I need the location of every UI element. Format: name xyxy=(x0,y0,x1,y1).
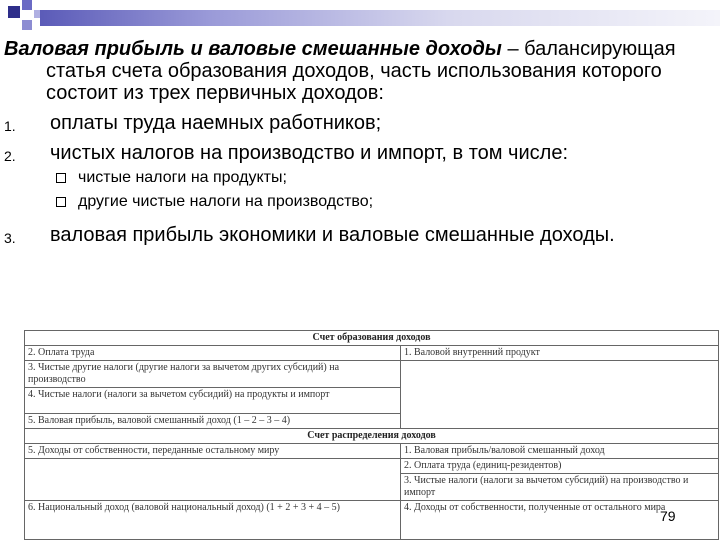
list-text: оплаты труда наемных работников; xyxy=(50,112,382,134)
sub-list-text: другие чистые налоги на производство; xyxy=(78,193,374,210)
header-gradient-bar xyxy=(40,10,720,26)
list-number: 3. xyxy=(4,230,16,246)
list-item xyxy=(4,142,716,164)
list-text: чистых налогов на производство и импорт, в том числе: xyxy=(50,142,568,164)
intro-text: – балансирующая статья счета образования доходов, часть использования которого состоит из трех первичных доходов: xyxy=(46,38,676,104)
deco-square xyxy=(8,6,20,18)
table-cell-empty xyxy=(401,361,719,429)
checkbox-bullet-icon xyxy=(56,173,66,183)
table-cell: 2. Оплата труда (единиц-резидентов) xyxy=(401,459,719,474)
list-text: валовая прибыль экономики и валовые смешанные доходы. xyxy=(50,224,615,246)
table-cell: 5. Доходы от собственности, переданные остальному миру xyxy=(25,444,401,459)
checkbox-bullet-icon xyxy=(56,197,66,207)
table-cell: 1. Валовой внутренний продукт xyxy=(401,346,719,361)
sub-list-text: чистые налоги на продукты; xyxy=(78,169,287,186)
deco-square xyxy=(22,0,32,10)
table-cell: 5. Валовая прибыль, валовой смешанный доход (1 – 2 – 3 – 4) xyxy=(25,414,401,429)
sub-list-item xyxy=(4,192,716,212)
intro-term: Валовая прибыль и валовые смешанные доходы xyxy=(4,38,502,60)
table-cell: 4. Доходы от собственности, полученные от остального мира xyxy=(401,501,719,540)
table-cell: 3. Чистые другие налоги (другие налоги за вычетом других субсидий) на производство xyxy=(25,361,401,388)
table-title-income-formation: Счет образования доходов xyxy=(25,331,719,346)
slide-content xyxy=(4,38,716,246)
deco-square xyxy=(22,20,32,30)
sub-list-item xyxy=(4,168,716,188)
table-title-income-distribution: Счет распределения доходов xyxy=(25,429,719,444)
table-cell: 4. Чистые налоги (налоги за вычетом субсидий) на продукты и импорт xyxy=(25,388,401,414)
list-item xyxy=(4,224,716,246)
intro-paragraph xyxy=(4,38,716,104)
table-cell-empty xyxy=(25,459,401,501)
table-cell: 3. Чистые налоги (налоги за вычетом субсидий) на производство и импорт xyxy=(401,474,719,501)
list-number: 2. xyxy=(4,148,16,164)
table-cell: 6. Национальный доход (валовой национальный доход) (1 + 2 + 3 + 4 – 5) xyxy=(25,501,401,540)
table-cell: 1. Валовая прибыль/валовой смешанный доход xyxy=(401,444,719,459)
list-item xyxy=(4,112,716,134)
header-decoration xyxy=(0,0,720,36)
accounts-table xyxy=(24,330,719,540)
list-number: 1. xyxy=(4,118,16,134)
table-cell: 2. Оплата труда xyxy=(25,346,401,361)
page-number: 79 xyxy=(660,508,676,524)
